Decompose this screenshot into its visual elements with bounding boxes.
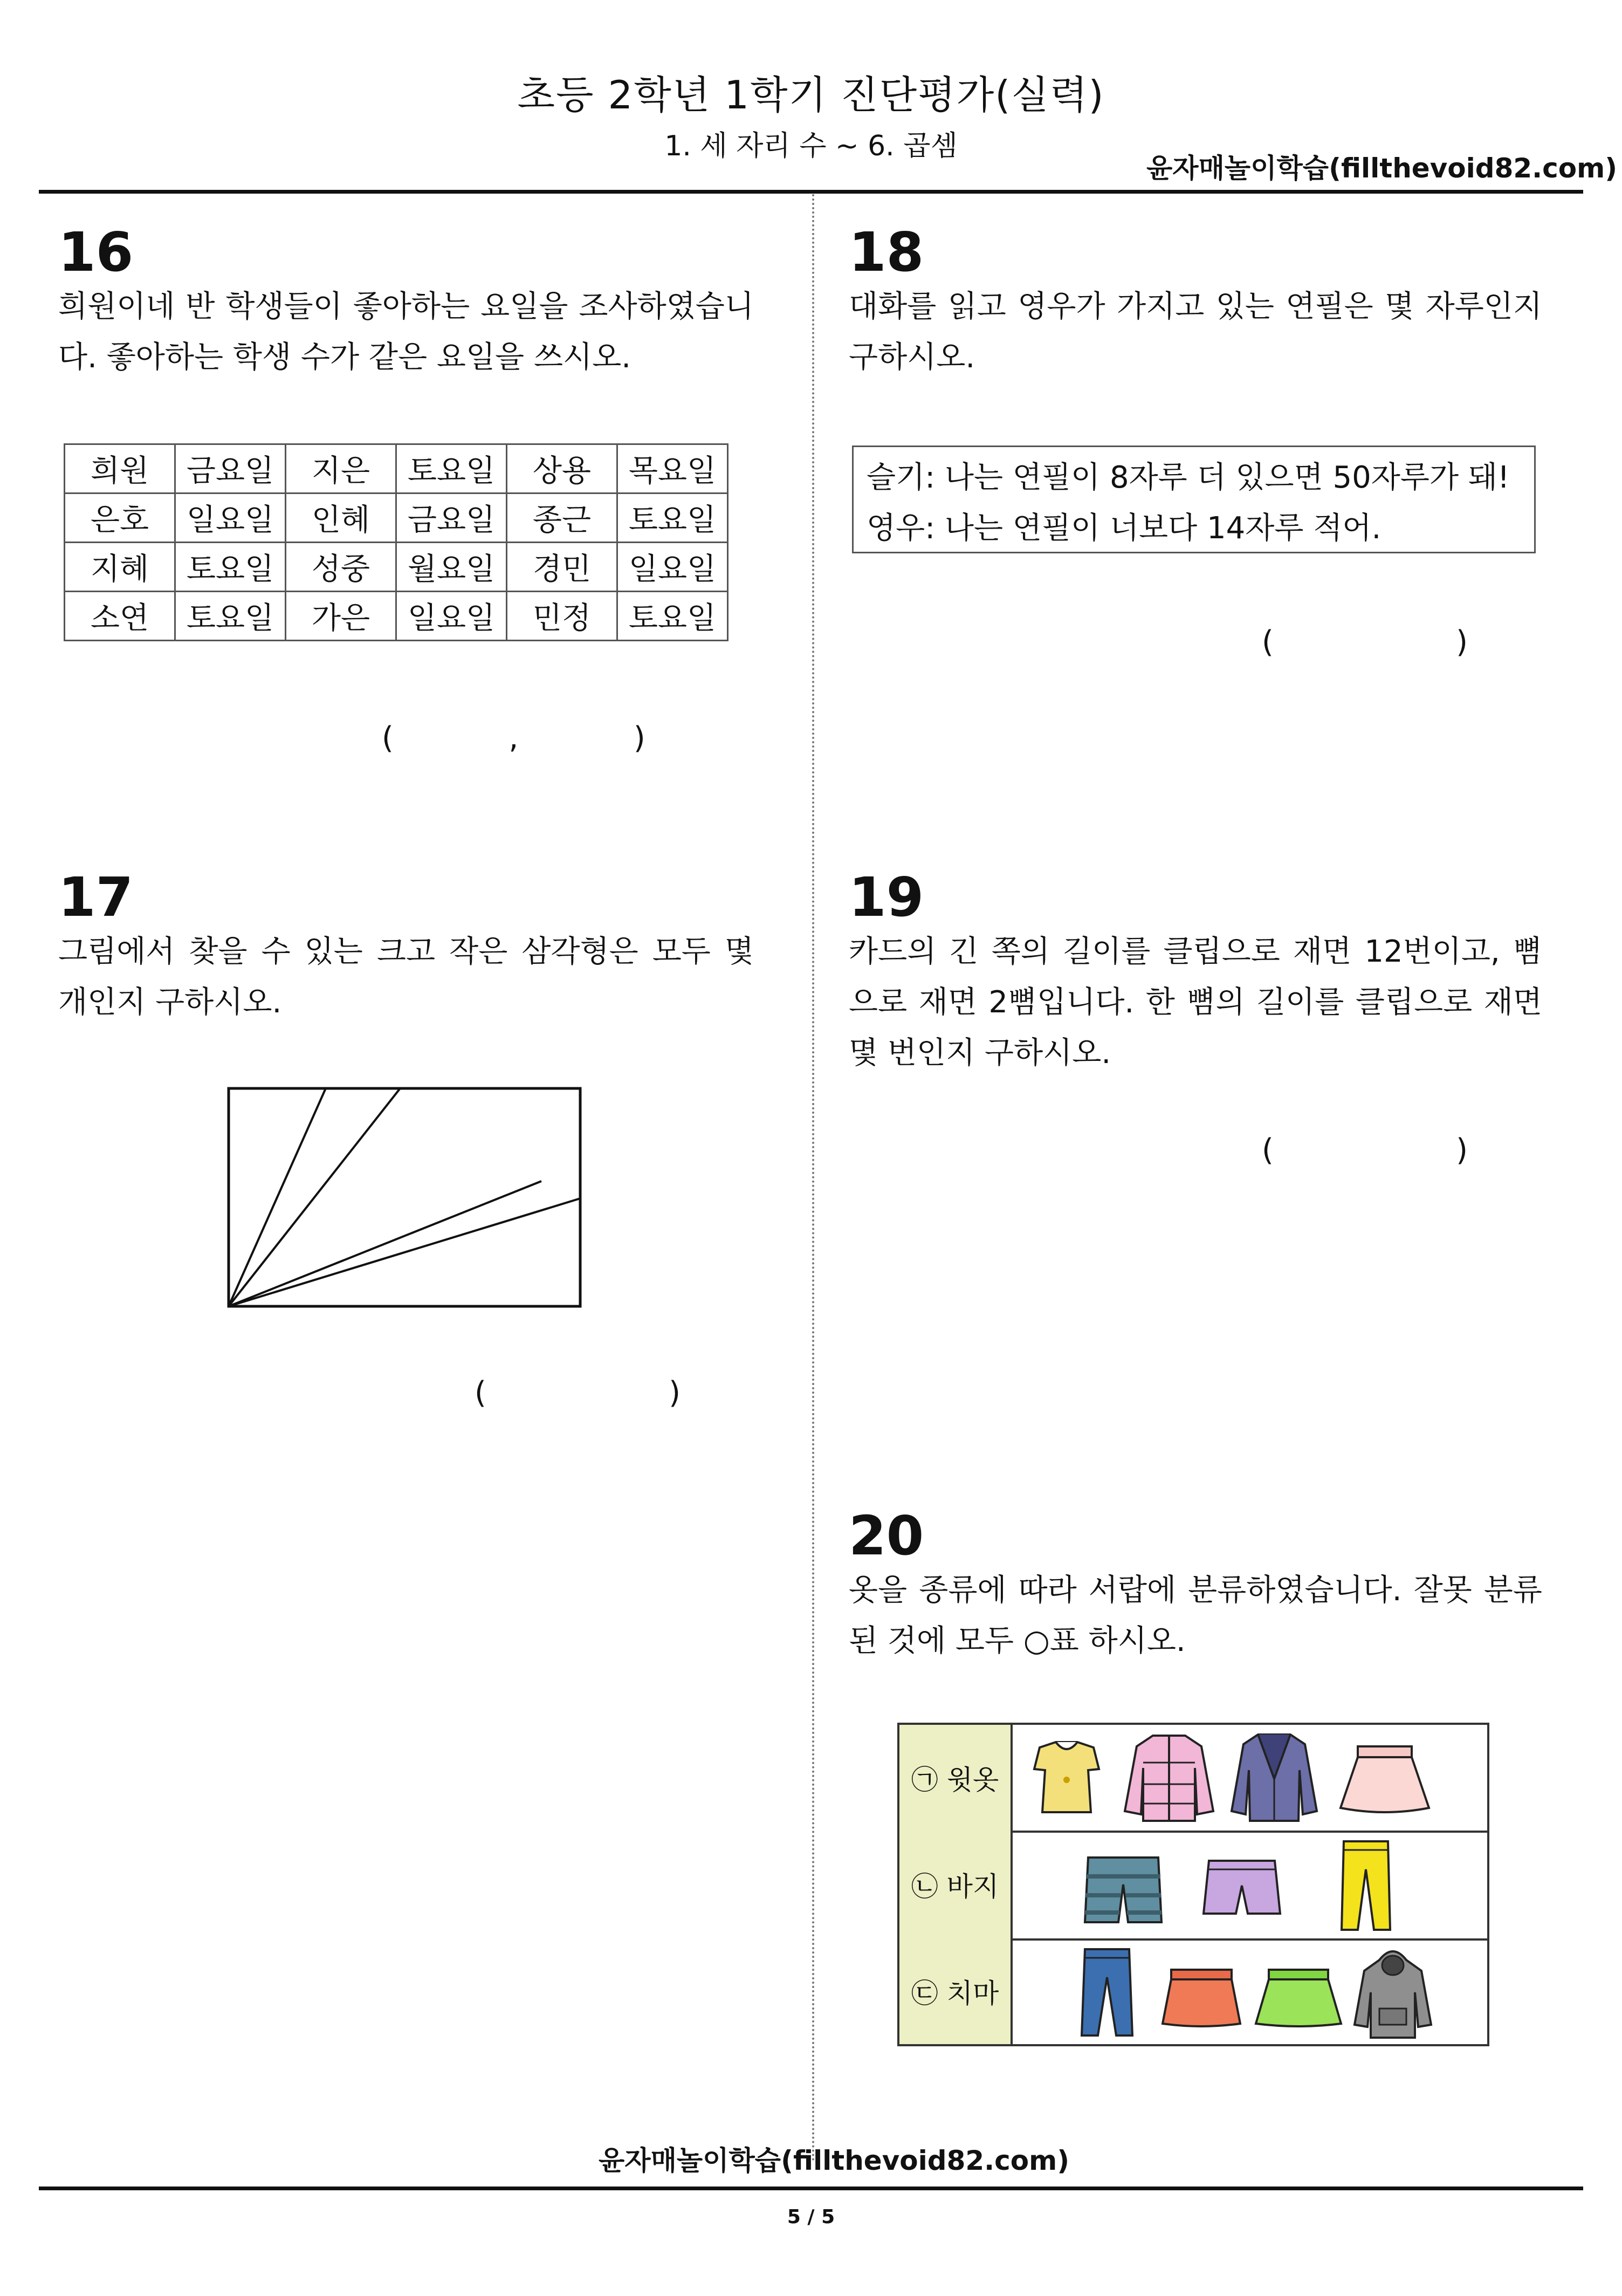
table-cell: 목요일: [617, 444, 728, 494]
yellow-pants-icon[interactable]: [1336, 1837, 1396, 1934]
green-skirt-icon[interactable]: [1253, 1965, 1344, 2030]
footer-brand: 윤자매놀이학습(fillthevoid82.com): [599, 2145, 1070, 2176]
table-cell: 종근: [507, 494, 617, 543]
drawer-row-pants: [899, 1831, 1487, 1941]
page-subtitle: 1. 세 자리 수 ~ 6. 곱셈: [664, 130, 958, 162]
table-cell: 소연: [65, 592, 175, 641]
orange-skirt-icon[interactable]: [1158, 1965, 1245, 2030]
table-cell: 은호: [65, 494, 175, 543]
table-cell: 민정: [507, 592, 617, 641]
dialog-line-seulgi: 슬기: 나는 연필이 8자루 더 있으면 50자루가 돼!: [867, 460, 1510, 495]
table-cell: 일요일: [175, 494, 286, 543]
page-title: 초등 2학년 1학기 진단평가(실력): [517, 72, 1105, 118]
table-cell: 상용: [507, 444, 617, 494]
question-number-20: 20: [849, 1504, 924, 1567]
table-cell: 일요일: [617, 543, 728, 592]
answer-blank-17[interactable]: ( ): [475, 1375, 681, 1410]
blazer-icon[interactable]: [1228, 1730, 1320, 1825]
table-cell: 일요일: [396, 592, 507, 641]
striped-shorts-icon[interactable]: [1083, 1852, 1164, 1928]
answer-blank-16[interactable]: ( , ): [382, 721, 645, 756]
question-number-18: 18: [849, 221, 924, 284]
purple-shorts-icon[interactable]: [1201, 1855, 1282, 1920]
question-text-17: 그림에서 찾을 수 있는 크고 작은 삼각형은 모두 몇 개인지 구하시오.: [58, 934, 754, 1020]
column-divider: [812, 194, 814, 2163]
question-text-16: 희원이네 반 학생들이 좋아하는 요일을 조사하였습니다. 좋아하는 학생 수가 같은 요일을 쓰시오.: [58, 289, 754, 375]
table-cell: 월요일: [396, 543, 507, 592]
question-text-20: 옷을 종류에 따라 서랍에 분류하였습니다. 잘못 분류된 것에 모두 ○표 하시오.: [849, 1573, 1542, 1658]
table-cell: 토요일: [175, 543, 286, 592]
drawer-row-skirts: [899, 1938, 1487, 2044]
clothes-drawer-table: [897, 1723, 1489, 2046]
category-label-pants: ㉡ 바지: [899, 1831, 1013, 1938]
question-text-18: 대화를 읽고 영우가 가지고 있는 연필은 몇 자루인지 구하시오.: [849, 289, 1542, 375]
skirt-icon[interactable]: [1336, 1741, 1433, 1817]
header-rule: [39, 190, 1583, 194]
table-cell: 지혜: [65, 543, 175, 592]
page-number: 5 / 5: [787, 2206, 835, 2228]
category-label-tops: ㉠ 윗옷: [899, 1725, 1013, 1831]
answer-blank-18[interactable]: ( ): [1262, 625, 1468, 660]
question-number-17: 17: [58, 866, 134, 929]
header-brand: 윤자매놀이학습(fillthevoid82.com): [1146, 153, 1618, 184]
table-cell: 토요일: [617, 592, 728, 641]
footer-rule: [39, 2187, 1583, 2190]
table-cell: 희원: [65, 444, 175, 494]
category-label-skirts: ㉢ 치마: [899, 1938, 1013, 2044]
puffer-jacket-icon[interactable]: [1121, 1730, 1218, 1825]
question-number-19: 19: [849, 866, 924, 929]
table-cell: 경민: [507, 543, 617, 592]
table-cell: 토요일: [617, 494, 728, 543]
table-cell: 가은: [286, 592, 396, 641]
table-cell: 토요일: [175, 592, 286, 641]
dialog-box: [852, 446, 1536, 553]
blouse-icon[interactable]: [1023, 1737, 1110, 1818]
jeans-icon[interactable]: [1077, 1946, 1137, 2039]
table-cell: 금요일: [396, 494, 507, 543]
hoodie-icon[interactable]: [1352, 1944, 1433, 2041]
triangle-figure: [226, 1086, 582, 1308]
preference-table: [64, 443, 728, 641]
dialog-line-youngwoo: 영우: 나는 연필이 너보다 14자루 적어.: [867, 511, 1382, 546]
table-cell: 성중: [286, 543, 396, 592]
question-number-16: 16: [58, 221, 134, 284]
drawer-row-tops: [899, 1725, 1487, 1833]
question-text-19: 카드의 긴 쪽의 길이를 클립으로 재면 12번이고, 뼘으로 재면 2뼘입니다. 한 뼘의 길이를 클립으로 재면 몇 번인지 구하시오.: [849, 934, 1542, 1071]
answer-blank-19[interactable]: ( ): [1262, 1133, 1468, 1168]
table-cell: 인혜: [286, 494, 396, 543]
table-cell: 금요일: [175, 444, 286, 494]
table-cell: 지은: [286, 444, 396, 494]
table-cell: 토요일: [396, 444, 507, 494]
